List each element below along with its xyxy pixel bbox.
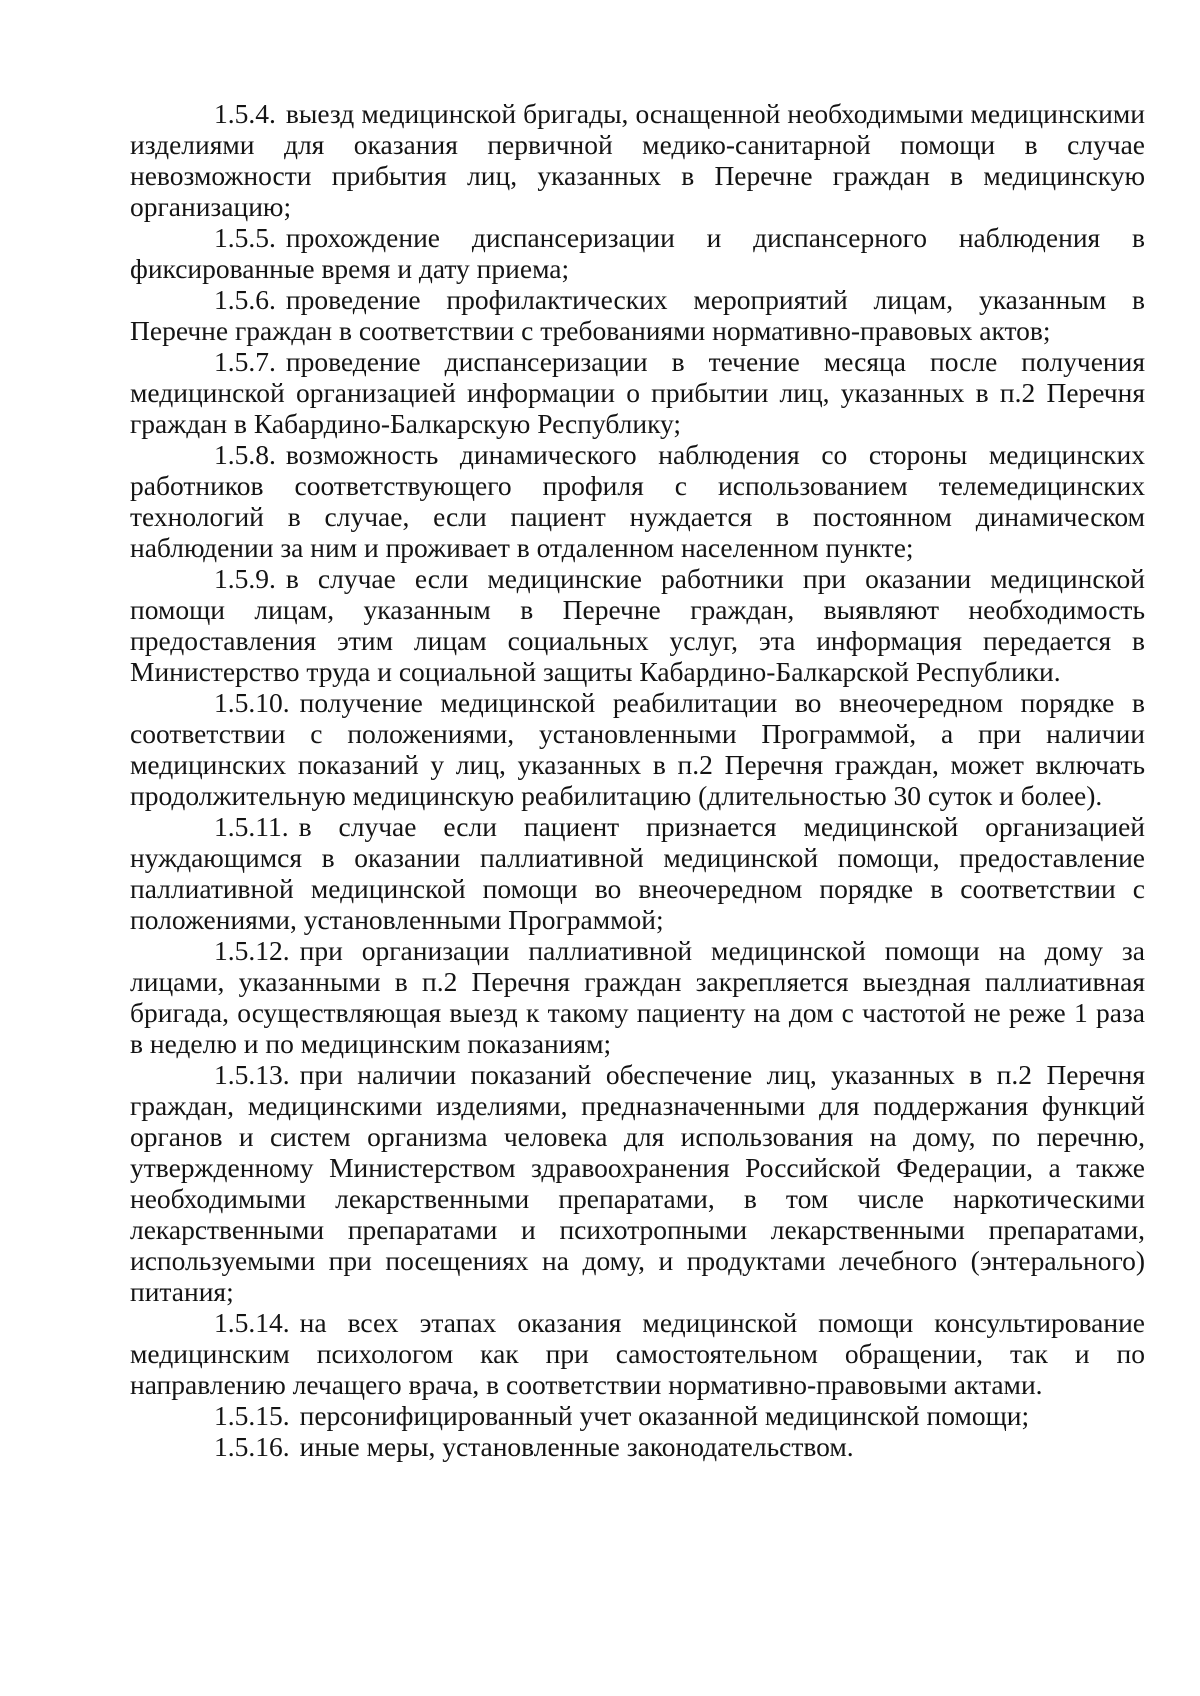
clause-text: иные меры, установленные законодательством.: [299, 1431, 854, 1462]
clause-text: возможность динамического наблюдения со стороны медицинских работников соответствующего профиля с использованием телемедицинских технологий в случае, если пациент нуждается в постоянном динамическом наблюдении за ним и проживает в отдаленном населенном пункте;: [130, 439, 1145, 563]
clause-1-5-5: [130, 222, 1145, 284]
clause-1-5-7: [130, 346, 1145, 439]
clause-number: 1.5.11.: [214, 811, 289, 842]
clause-text: проведение диспансеризации в течение месяца после получения медицинской организацией информации о прибытии лиц, указанных в п.2 Перечня граждан в Кабардино-Балкарскую Республику;: [130, 346, 1145, 439]
clause-text: выезд медицинской бригады, оснащенной необходимыми медицинскими изделиями для оказания первичной медико-санитарной помощи в случае невозможности прибытия лиц, указанных в Перечне граждан в медицинскую организацию;: [130, 98, 1145, 222]
clause-text: прохождение диспансеризации и диспансерного наблюдения в фиксированные время и дату приема;: [130, 222, 1145, 284]
clause-number: 1.5.10.: [214, 687, 290, 718]
clause-text: на всех этапах оказания медицинской помощи консультирование медицинским психологом как при самостоятельном обращении, так и по направлению лечащего врача, в соответствии нормативно-правовыми актами.: [130, 1307, 1145, 1400]
clause-number: 1.5.8.: [214, 439, 276, 470]
clause-number: 1.5.7.: [214, 346, 276, 377]
clause-number: 1.5.9.: [214, 563, 276, 594]
clause-1-5-15: [130, 1400, 1145, 1431]
clause-1-5-14: [130, 1307, 1145, 1400]
clause-1-5-16: [130, 1431, 1145, 1462]
clause-number: 1.5.14.: [214, 1307, 290, 1338]
clause-text: в случае если пациент признается медицинской организацией нуждающимся в оказании паллиативной медицинской помощи, предоставление паллиативной медицинской помощи во внеочередном порядке в соответствии с положениями, установленными Программой;: [130, 811, 1145, 935]
clause-text: персонифицированный учет оказанной медицинской помощи;: [299, 1400, 1030, 1431]
clause-number: 1.5.5.: [214, 222, 276, 253]
clause-1-5-12: [130, 935, 1145, 1059]
clause-number: 1.5.13.: [214, 1059, 290, 1090]
clause-1-5-4: [130, 98, 1145, 222]
clause-number: 1.5.6.: [214, 284, 276, 315]
clause-1-5-13: [130, 1059, 1145, 1307]
clause-1-5-11: [130, 811, 1145, 935]
document-page: [130, 98, 1145, 1462]
clause-number: 1.5.16.: [214, 1431, 290, 1462]
clause-text: проведение профилактических мероприятий лицам, указанным в Перечне граждан в соответствии с требованиями нормативно-правовых актов;: [130, 284, 1145, 346]
clause-1-5-6: [130, 284, 1145, 346]
clause-text: при наличии показаний обеспечение лиц, указанных в п.2 Перечня граждан, медицинскими изделиями, предназначенными для поддержания функций органов и систем организма человека для использования на дому, по перечню, утвержденному Министерством здравоохранения Российской Федерации, а также необходимыми лекарственными препаратами, в том числе наркотическими лекарственными препаратами и психотропными лекарственными препаратами, используемыми при посещениях на дому, и продуктами лечебного (энтерального) питания;: [130, 1059, 1145, 1307]
clause-number: 1.5.4.: [214, 98, 276, 129]
clause-number: 1.5.12.: [214, 935, 290, 966]
clause-1-5-8: [130, 439, 1145, 563]
clause-1-5-10: [130, 687, 1145, 811]
clause-1-5-9: [130, 563, 1145, 687]
clause-text: получение медицинской реабилитации во внеочередном порядке в соответствии с положениями, установленными Программой, а при наличии медицинских показаний у лиц, указанных в п.2 Перечня граждан, может включать продолжительную медицинскую реабилитацию (длительностью 30 суток и более).: [130, 687, 1145, 811]
clause-number: 1.5.15.: [214, 1400, 290, 1431]
clause-text: в случае если медицинские работники при оказании медицинской помощи лицам, указанным в Перечне граждан, выявляют необходимость предоставления этим лицам социальных услуг, эта информация передается в Министерство труда и социальной защиты Кабардино-Балкарской Республики.: [130, 563, 1145, 687]
clause-text: при организации паллиативной медицинской помощи на дому за лицами, указанными в п.2 Перечня граждан закрепляется выездная паллиативная бригада, осуществляющая выезд к такому пациенту на дом с частотой не реже 1 раза в неделю и по медицинским показаниям;: [130, 935, 1145, 1059]
